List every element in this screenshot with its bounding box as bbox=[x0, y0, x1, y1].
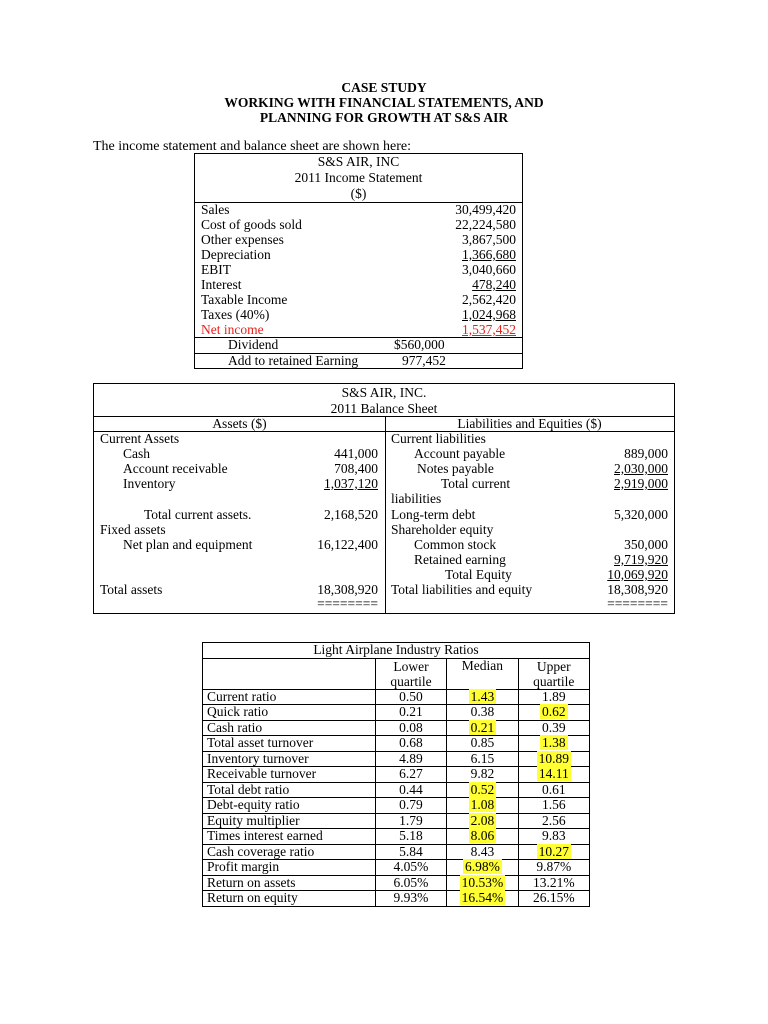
ratio-upper-cell bbox=[518, 689, 589, 705]
income-statement bbox=[194, 153, 523, 369]
income-unit: ($) bbox=[350, 186, 367, 201]
ratio-name-cell bbox=[203, 736, 376, 752]
ratio-median-value: 2.08 bbox=[470, 812, 495, 828]
ratio-upper-value: 13.21% bbox=[532, 874, 575, 890]
ratio-lower-value: 4.89 bbox=[399, 750, 423, 766]
ratio-median-cell bbox=[447, 720, 518, 736]
ap-value: 889,000 bbox=[624, 446, 668, 461]
total-assets-label: Total assets bbox=[100, 582, 163, 597]
ratio-median-cell bbox=[447, 689, 518, 705]
balance-company: S&S AIR, INC. bbox=[341, 385, 427, 400]
ratio-median-cell bbox=[447, 844, 518, 860]
ratio-upper-value: 10.27 bbox=[538, 843, 569, 859]
income-row-value: 2,562,420 bbox=[462, 292, 516, 307]
ratio-upper-value: 26.15% bbox=[532, 890, 575, 906]
ratio-row bbox=[203, 798, 590, 814]
ratio-median-value: 0.38 bbox=[470, 704, 495, 720]
ratio-median-cell bbox=[447, 829, 518, 845]
current-assets-label: Current Assets bbox=[100, 431, 180, 446]
ratio-median-cell bbox=[447, 736, 518, 752]
income-row-label: Net income bbox=[201, 322, 264, 337]
ratio-name-cell bbox=[203, 813, 376, 829]
retained-label: Add to retained Earning bbox=[228, 353, 359, 368]
ratio-name-cell bbox=[203, 705, 376, 721]
total-liab-equity-value: 18,308,920 bbox=[607, 582, 668, 597]
ratio-lower-cell bbox=[375, 891, 446, 907]
ratio-row bbox=[203, 844, 590, 860]
income-row-value: 22,224,580 bbox=[455, 217, 516, 232]
ratio-row bbox=[203, 829, 590, 845]
ratio-row bbox=[203, 767, 590, 783]
ratio-upper-value: 10.89 bbox=[538, 750, 569, 766]
ratio-upper-cell bbox=[518, 829, 589, 845]
ratio-row bbox=[203, 736, 590, 752]
ratio-lower-cell bbox=[375, 767, 446, 783]
income-row-label: Other expenses bbox=[201, 232, 284, 247]
ltd-value: 5,320,000 bbox=[614, 507, 668, 522]
ratio-lower-cell bbox=[375, 798, 446, 814]
ratio-name-value: Cash ratio bbox=[207, 719, 263, 735]
ratios-name-header bbox=[203, 658, 376, 689]
ratio-name-cell bbox=[203, 767, 376, 783]
income-row-label: Interest bbox=[201, 277, 242, 292]
ratio-lower-value: 0.44 bbox=[399, 781, 423, 797]
fixed-assets-label: Fixed assets bbox=[100, 522, 166, 537]
ratio-median-value: 8.43 bbox=[470, 843, 495, 859]
ratio-upper-cell bbox=[518, 844, 589, 860]
ratio-name-cell bbox=[203, 782, 376, 798]
ratio-name-value: Equity multiplier bbox=[207, 812, 300, 828]
ratio-upper-value: 2.56 bbox=[541, 812, 566, 828]
np-label: Notes payable bbox=[417, 461, 494, 476]
ratio-lower-cell bbox=[375, 860, 446, 876]
ratio-upper-cell bbox=[518, 705, 589, 721]
ratio-upper-cell bbox=[518, 782, 589, 798]
ratio-upper-value: 14.11 bbox=[538, 766, 569, 782]
ratio-median-value: 0.21 bbox=[470, 719, 495, 735]
liabilities-word: liabilities bbox=[391, 491, 442, 506]
ratio-row bbox=[203, 751, 590, 767]
ratio-name-cell bbox=[203, 798, 376, 814]
ratio-median-cell bbox=[447, 813, 518, 829]
ratio-upper-value: 9.87% bbox=[536, 859, 572, 875]
median-header: Median bbox=[447, 658, 518, 689]
ratio-row bbox=[203, 782, 590, 798]
ap-label: Account payable bbox=[414, 446, 506, 461]
ar-value: 708,400 bbox=[334, 461, 378, 476]
ratio-lower-value: 0.08 bbox=[399, 719, 423, 735]
ratio-name-value: Receivable turnover bbox=[207, 766, 317, 782]
ratio-name-value: Profit margin bbox=[207, 859, 280, 875]
ratio-median-value: 1.08 bbox=[470, 797, 495, 813]
ratio-lower-value: 5.18 bbox=[399, 828, 423, 844]
ratio-name-value: Total asset turnover bbox=[207, 735, 314, 751]
ratio-row bbox=[203, 705, 590, 721]
upper-quartile-header: Upper quartile bbox=[518, 658, 589, 689]
common-stock-value: 350,000 bbox=[624, 537, 668, 552]
assets-header: Assets ($) bbox=[212, 416, 267, 431]
ratio-name-value: Debt-equity ratio bbox=[207, 797, 300, 813]
ratio-row bbox=[203, 891, 590, 907]
ratio-median-cell bbox=[447, 891, 518, 907]
ratio-lower-cell bbox=[375, 829, 446, 845]
ratio-median-value: 10.53% bbox=[461, 874, 504, 890]
ratio-row bbox=[203, 813, 590, 829]
ratio-lower-cell bbox=[375, 720, 446, 736]
ratio-row bbox=[203, 860, 590, 876]
inventory-label: Inventory bbox=[123, 476, 176, 491]
ratio-lower-cell bbox=[375, 782, 446, 798]
income-row-label: EBIT bbox=[201, 262, 231, 277]
total-current-liab-label: Total current bbox=[441, 476, 511, 491]
ratio-lower-value: 0.68 bbox=[399, 735, 423, 751]
retained-value: 977,452 bbox=[402, 353, 446, 368]
ratio-upper-cell bbox=[518, 767, 589, 783]
income-row-value: 30,499,420 bbox=[455, 202, 516, 217]
ratio-row bbox=[203, 720, 590, 736]
ratio-upper-value: 0.39 bbox=[541, 719, 566, 735]
ratio-name-cell bbox=[203, 751, 376, 767]
total-current-assets-label: Total current assets. bbox=[144, 507, 252, 522]
ratio-name-value: Return on assets bbox=[207, 874, 296, 890]
ratio-median-value: 0.85 bbox=[470, 735, 495, 751]
ratio-lower-cell bbox=[375, 751, 446, 767]
ratio-median-value: 8.06 bbox=[470, 828, 495, 844]
ratio-upper-value: 1.56 bbox=[541, 797, 566, 813]
ratio-lower-cell bbox=[375, 705, 446, 721]
ratios-title: Light Airplane Industry Ratios bbox=[203, 643, 590, 659]
dividend-label: Dividend bbox=[228, 337, 279, 352]
ratio-lower-value: 5.84 bbox=[399, 843, 423, 859]
ratio-lower-value: 1.79 bbox=[399, 812, 423, 828]
ratio-median-value: 16.54% bbox=[461, 890, 504, 906]
ratio-name-cell bbox=[203, 860, 376, 876]
ratio-upper-cell bbox=[518, 860, 589, 876]
income-row-value: 1,024,968 bbox=[462, 307, 516, 322]
income-row-value: 3,867,500 bbox=[462, 232, 516, 247]
ratio-upper-cell bbox=[518, 751, 589, 767]
ratio-lower-cell bbox=[375, 813, 446, 829]
ratio-upper-value: 1.38 bbox=[541, 735, 566, 751]
ratio-median-value: 9.82 bbox=[470, 766, 495, 782]
net-plant-label: Net plan and equipment bbox=[123, 537, 253, 552]
income-row-value: 1,537,452 bbox=[462, 322, 516, 337]
retained-earning-value: 9,719,920 bbox=[614, 552, 668, 567]
ratio-lower-cell bbox=[375, 689, 446, 705]
ratio-lower-value: 4.05% bbox=[393, 859, 429, 875]
income-row-label: Sales bbox=[201, 202, 230, 217]
ratio-upper-value: 1.89 bbox=[541, 688, 566, 704]
page-title-line3: PLANNING FOR GROWTH AT S&S AIR bbox=[259, 110, 509, 125]
ratio-row bbox=[203, 689, 590, 705]
ratio-name-cell bbox=[203, 829, 376, 845]
total-assets-value: 18,308,920 bbox=[317, 582, 378, 597]
ratio-name-cell bbox=[203, 875, 376, 891]
ratio-lower-cell bbox=[375, 736, 446, 752]
income-title: 2011 Income Statement bbox=[294, 170, 423, 185]
current-liabilities-label: Current liabilities bbox=[391, 431, 486, 446]
np-value: 2,030,000 bbox=[614, 461, 668, 476]
income-row-label: Depreciation bbox=[201, 247, 271, 262]
income-row-label: Taxable Income bbox=[201, 292, 288, 307]
income-company: S&S AIR, INC bbox=[317, 154, 400, 169]
cash-value: 441,000 bbox=[334, 446, 378, 461]
retained-earning-label: Retained earning bbox=[414, 552, 506, 567]
ratio-upper-value: 0.61 bbox=[541, 781, 566, 797]
total-liab-equity-separator: ======== bbox=[607, 596, 668, 611]
ratio-upper-cell bbox=[518, 875, 589, 891]
ratio-lower-value: 0.21 bbox=[399, 704, 423, 720]
ratio-median-cell bbox=[447, 875, 518, 891]
ratio-lower-cell bbox=[375, 844, 446, 860]
ratio-lower-value: 9.93% bbox=[393, 890, 429, 906]
shareholder-equity-label: Shareholder equity bbox=[391, 522, 494, 537]
ratio-median-cell bbox=[447, 782, 518, 798]
ratio-lower-value: 6.27 bbox=[399, 766, 423, 782]
ratio-name-value: Return on equity bbox=[207, 890, 298, 906]
ratios-table bbox=[202, 642, 590, 907]
page-title-line2: WORKING WITH FINANCIAL STATEMENTS, AND bbox=[224, 95, 544, 110]
ratio-row bbox=[203, 875, 590, 891]
total-liab-equity-label: Total liabilities and equity bbox=[391, 582, 533, 597]
common-stock-label: Common stock bbox=[414, 537, 497, 552]
net-plant-value: 16,122,400 bbox=[317, 537, 378, 552]
ratio-upper-cell bbox=[518, 891, 589, 907]
inventory-value: 1,037,120 bbox=[324, 476, 378, 491]
ratio-name-cell bbox=[203, 720, 376, 736]
ratio-name-cell bbox=[203, 891, 376, 907]
ratio-name-value: Cash coverage ratio bbox=[207, 843, 315, 859]
dividend-value: $560,000 bbox=[394, 337, 445, 352]
ratio-upper-cell bbox=[518, 720, 589, 736]
balance-sheet bbox=[93, 383, 675, 614]
income-row-label: Cost of goods sold bbox=[201, 217, 302, 232]
ratio-name-cell bbox=[203, 844, 376, 860]
intro-text: The income statement and balance sheet are shown here: bbox=[93, 139, 411, 154]
page-title-line1: CASE STUDY bbox=[341, 80, 427, 95]
ratio-upper-value: 0.62 bbox=[541, 704, 566, 720]
ratio-median-value: 6.15 bbox=[470, 750, 495, 766]
ratio-median-value: 6.98% bbox=[464, 859, 500, 875]
ltd-label: Long-term debt bbox=[391, 507, 476, 522]
ratio-upper-cell bbox=[518, 736, 589, 752]
ratio-median-cell bbox=[447, 705, 518, 721]
ratio-lower-value: 6.05% bbox=[393, 874, 429, 890]
ratio-median-value: 0.52 bbox=[470, 781, 495, 797]
total-current-assets-value: 2,168,520 bbox=[324, 507, 378, 522]
ratio-median-value: 1.43 bbox=[470, 688, 495, 704]
balance-title: 2011 Balance Sheet bbox=[330, 401, 438, 416]
income-row-label: Taxes (40%) bbox=[201, 307, 270, 322]
income-row-value: 3,040,660 bbox=[462, 262, 516, 277]
ratio-name-value: Times interest earned bbox=[207, 828, 323, 844]
ratio-name-value: Total debt ratio bbox=[207, 781, 290, 797]
ratio-name-value: Inventory turnover bbox=[207, 750, 309, 766]
ratio-name-value: Quick ratio bbox=[207, 704, 269, 720]
ratio-upper-cell bbox=[518, 813, 589, 829]
ratio-lower-cell bbox=[375, 875, 446, 891]
total-equity-value: 10,069,920 bbox=[607, 567, 668, 582]
ratio-upper-cell bbox=[518, 798, 589, 814]
lower-quartile-header: Lower quartile bbox=[375, 658, 446, 689]
ratio-median-cell bbox=[447, 798, 518, 814]
ratio-lower-value: 0.50 bbox=[399, 688, 423, 704]
ratio-median-cell bbox=[447, 860, 518, 876]
ar-label: Account receivable bbox=[123, 461, 228, 476]
ratio-name-value: Current ratio bbox=[207, 688, 277, 704]
ratio-name-cell bbox=[203, 689, 376, 705]
cash-label: Cash bbox=[123, 446, 150, 461]
income-row-value: 478,240 bbox=[472, 277, 516, 292]
ratio-median-cell bbox=[447, 767, 518, 783]
ratio-lower-value: 0.79 bbox=[399, 797, 423, 813]
total-assets-separator: ======== bbox=[317, 596, 378, 611]
ratio-upper-value: 9.83 bbox=[541, 828, 566, 844]
total-equity-label: Total Equity bbox=[445, 567, 512, 582]
total-current-liab-value: 2,919,000 bbox=[614, 476, 668, 491]
ratio-median-cell bbox=[447, 751, 518, 767]
liabilities-header: Liabilities and Equities ($) bbox=[457, 416, 602, 431]
income-row-value: 1,366,680 bbox=[462, 247, 516, 262]
